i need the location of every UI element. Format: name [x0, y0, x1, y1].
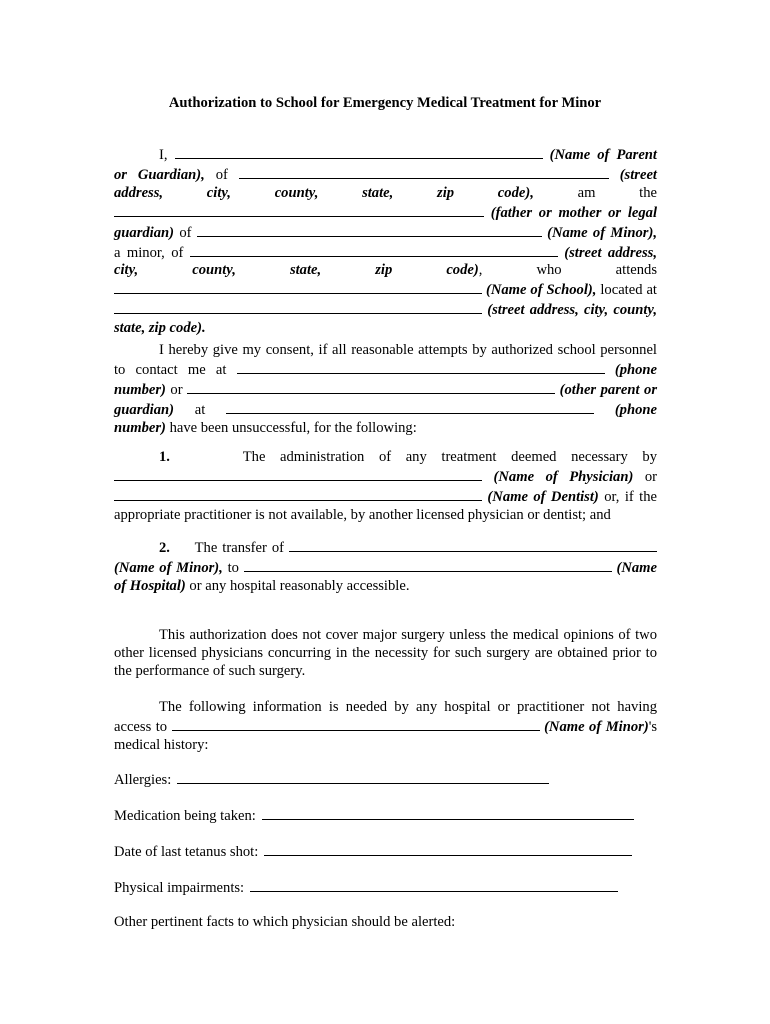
history-minor-blank: [172, 717, 540, 731]
parent-phone-blank: [237, 360, 605, 374]
physician-name-blank: [114, 467, 482, 481]
tetanus-blank: [264, 842, 632, 856]
item-1-paragraph: 1. The administration of any treatment deemed necessary by (Name of Physician) or (Name of Dentist) or, if the appropriate practitioner is not available, by another licensed physician or dentist; and: [114, 449, 658, 523]
other-phone-blank: [226, 400, 594, 414]
impairments-field: Physical impairments:: [114, 878, 618, 897]
item-2-paragraph: 2. The transfer of (Name of Minor), to (Name of Hospital) or any hospital reasonably accessible.: [114, 540, 658, 594]
impairments-blank: [250, 878, 618, 892]
allergies-blank: [177, 770, 549, 784]
dentist-name-blank: [114, 487, 482, 501]
hospital-name-blank: [244, 558, 612, 572]
parent-name-blank: [175, 145, 543, 159]
medical-history-paragraph: The following information is needed by any hospital or practitioner not having access to (Name of Minor)'s medical history:: [114, 699, 657, 753]
minor-address-blank: [190, 243, 558, 257]
parent-address-blank: [239, 165, 609, 179]
medication-blank: [262, 806, 634, 820]
tetanus-field: Date of last tetanus shot:: [114, 842, 632, 861]
surgery-limitation-paragraph: This authorization does not cover major surgery unless the medical opinions of two other licensed physicians concurring in the necessity for such surgery are obtained prior to the performance of such surgery.: [114, 627, 657, 679]
other-guardian-blank: [187, 380, 555, 394]
relation-blank: [114, 203, 484, 217]
allergies-field: Allergies:: [114, 770, 549, 789]
medication-field: Medication being taken:: [114, 806, 634, 825]
other-facts-field: Other pertinent facts to which physician should be alerted:: [114, 914, 456, 930]
school-address-blank: [114, 300, 482, 314]
consent-paragraph: I hereby give my consent, if all reasonable attempts by authorized school personnel to contact me at (phone number) or (other parent or guardian) at (phone number) have been unsuccessful, for the following:: [114, 342, 658, 436]
document-title: Authorization to School for Emergency Medical Treatment for Minor: [168, 95, 602, 111]
transfer-minor-blank: [289, 538, 657, 552]
parent-info-paragraph: I, (Name of Parent or Guardian), of (street address, city, county, state, zip code), am the (father or mother or legal guardian) of (Name of Minor), a minor, of (street address, city, county, state, zip code), who attends (Name of School), located at (street address, city, county, state, zip code).: [114, 147, 658, 337]
school-name-blank: [114, 280, 482, 294]
minor-name-blank: [197, 223, 542, 237]
